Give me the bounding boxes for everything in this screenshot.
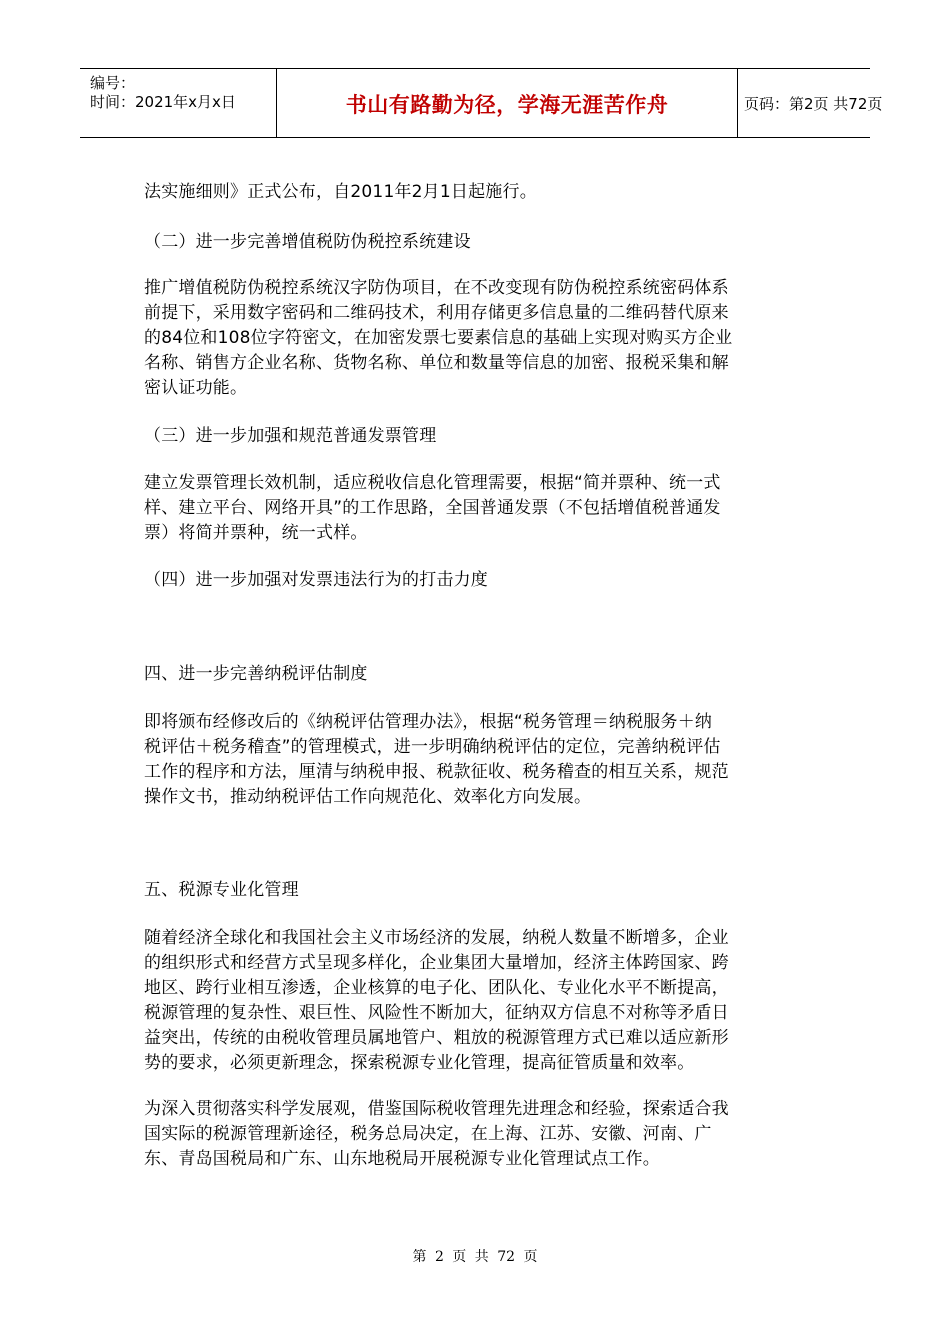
- subheading: （二）进一步完善增值税防伪税控系统建设: [144, 232, 471, 252]
- header-motto-cell: [276, 69, 738, 137]
- text-line: 税评估＋税务稽查”的管理模式，进一步明确纳税评估的定位，完善纳税评估: [144, 737, 721, 757]
- page-footer: 第 2 页 共 72 页: [412, 1249, 538, 1265]
- text-line: 票）将简并票种，统一式样。: [144, 523, 368, 543]
- text-line: 随着经济全球化和我国社会主义市场经济的发展，纳税人数量不断增多，企业: [144, 928, 729, 948]
- text-line: 名称、销售方企业名称、货物名称、单位和数量等信息的加密、报税采集和解: [144, 353, 729, 373]
- subheading: （四）进一步加强对发票违法行为的打击力度: [144, 570, 488, 590]
- text-line: 地区、跨行业相互渗透，企业核算的电子化、团队化、专业化水平不断提高，: [144, 978, 729, 998]
- text-line: 税源管理的复杂性、艰巨性、风险性不断加大，征纳双方信息不对称等矛盾日: [144, 1003, 729, 1023]
- paragraph: [144, 710, 814, 810]
- text-line: 密认证功能。: [144, 378, 248, 398]
- text-line: 即将颁布经修改后的《纳税评估管理办法》，根据“税务管理＝纳税服务＋纳: [144, 712, 713, 732]
- text-line: 的组织形式和经营方式呈现多样化，企业集团大量增加，经济主体跨国家、跨: [144, 953, 729, 973]
- doc-number-label: 编号：: [90, 74, 136, 92]
- paragraph: [144, 471, 814, 546]
- page-code: 页码：第2页 共72页: [744, 95, 883, 113]
- paragraph: [144, 1097, 814, 1172]
- header-info-cell: [80, 69, 276, 137]
- text-line: 建立发票管理长效机制，适应税收信息化管理需要，根据“简并票种、统一式: [144, 473, 721, 493]
- text-line: 为深入贯彻落实科学发展观，借鉴国际税收管理先进理念和经验，探索适合我: [144, 1099, 729, 1119]
- text-line: 国实际的税源管理新途径，税务总局决定，在上海、江苏、安徽、河南、广: [144, 1124, 712, 1144]
- text-line: 前提下，采用数字密码和二维码技术，利用存储更多信息量的二维码替代原来: [144, 303, 729, 323]
- text-line: 工作的程序和方法，厘清与纳税申报、税款征收、税务稽查的相互关系，规范: [144, 762, 729, 782]
- paragraph: [144, 276, 814, 401]
- text-line: 法实施细则》正式公布，自2011年2月1日起施行。: [144, 182, 537, 202]
- text-line: 益突出，传统的由税收管理员属地管户、粗放的税源管理方式已难以适应新形: [144, 1028, 729, 1048]
- text-line: 样、建立平台、网络开具”的工作思路，全国普通发票（不包括增值税普通发: [144, 498, 721, 518]
- text-line: 的84位和108位字符密文，在加密发票七要素信息的基础上实现对购买方企业: [144, 328, 733, 348]
- subheading: （三）进一步加强和规范普通发票管理: [144, 426, 437, 446]
- text-line: 操作文书，推动纳税评估工作向规范化、效率化方向发展。: [144, 787, 592, 807]
- text-line: 推广增值税防伪税控系统汉字防伪项目，在不改变现有防伪税控系统密码体系: [144, 278, 729, 298]
- motto-text: 书山有路勤为径，学海无涯苦作舟: [345, 93, 669, 117]
- header-page-cell: [737, 69, 883, 137]
- section-heading: 四、进一步完善纳税评估制度: [144, 664, 368, 684]
- doc-time-label: 时间：2021年x月x日: [90, 93, 236, 111]
- section-heading: 五、税源专业化管理: [144, 880, 299, 900]
- paragraph: [144, 180, 814, 205]
- text-line: 势的要求，必须更新理念，探索税源专业化管理，提高征管质量和效率。: [144, 1053, 695, 1073]
- page-header: [80, 68, 883, 138]
- paragraph: [144, 926, 814, 1076]
- text-line: 东、青岛国税局和广东、山东地税局开展税源专业化管理试点工作。: [144, 1149, 660, 1169]
